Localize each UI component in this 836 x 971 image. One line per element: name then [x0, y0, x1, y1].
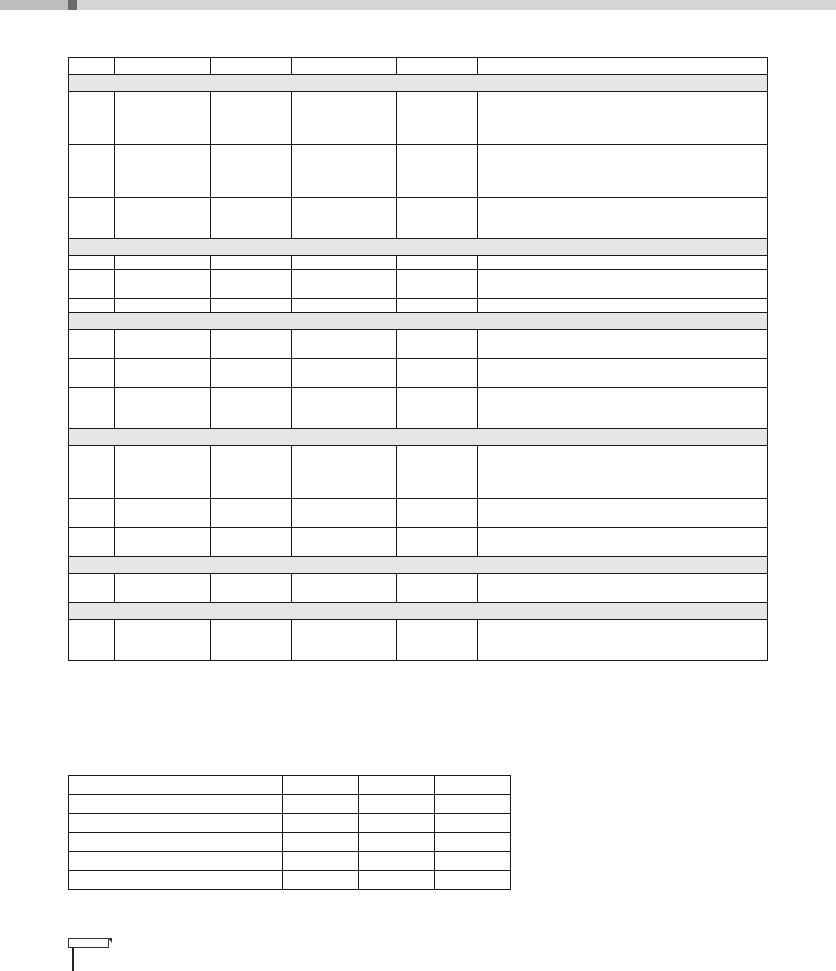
main-table-section-row	[69, 429, 768, 446]
main-table-cell	[211, 299, 292, 313]
summary-table-cell	[69, 871, 283, 890]
summary-table-cell	[283, 852, 359, 871]
main-table-row	[69, 574, 768, 603]
main-table-cell	[292, 528, 397, 557]
main-table-cell	[397, 359, 478, 388]
summary-table-header-row	[69, 776, 511, 795]
main-table-cell	[478, 256, 768, 270]
main-table-row	[69, 359, 768, 388]
main-table-cell	[478, 574, 768, 603]
main-table-section-cell	[69, 313, 768, 330]
main-table-row	[69, 256, 768, 270]
main-table-section-row	[69, 557, 768, 574]
summary-table-cell	[69, 833, 283, 852]
page-header-bar	[0, 0, 836, 10]
main-table-cell	[69, 499, 115, 528]
main-table-cell	[397, 330, 478, 359]
main-table-cell	[292, 299, 397, 313]
main-table-cell	[397, 92, 478, 145]
main-table-cell	[115, 528, 211, 557]
main-table-cell	[397, 499, 478, 528]
main-table-cell	[211, 446, 292, 499]
main-table-cell	[115, 574, 211, 603]
main-table-cell	[115, 330, 211, 359]
main-table-cell	[292, 58, 397, 75]
summary-table-cell	[359, 776, 435, 795]
main-table-row	[69, 198, 768, 239]
main-parameter-table	[68, 57, 768, 661]
summary-table-cell	[359, 814, 435, 833]
main-table-cell	[397, 620, 478, 661]
summary-table-cell	[283, 795, 359, 814]
main-table-cell	[211, 145, 292, 198]
main-table-section-row	[69, 313, 768, 330]
main-table-cell	[69, 388, 115, 429]
main-table-cell	[292, 270, 397, 299]
main-table-cell	[69, 574, 115, 603]
main-table-cell	[211, 499, 292, 528]
main-table-cell	[115, 256, 211, 270]
main-table-row	[69, 145, 768, 198]
main-table-cell	[478, 198, 768, 239]
main-table-cell	[292, 359, 397, 388]
main-table-cell	[397, 270, 478, 299]
main-table-cell	[478, 299, 768, 313]
summary-table-row	[69, 852, 511, 871]
main-table-section-cell	[69, 603, 768, 620]
main-table-cell	[478, 499, 768, 528]
main-table-cell	[211, 620, 292, 661]
main-table-cell	[211, 330, 292, 359]
main-table-cell	[69, 620, 115, 661]
summary-table-cell	[283, 833, 359, 852]
summary-table-cell	[283, 814, 359, 833]
main-table-header-row	[69, 58, 768, 75]
main-table-cell	[211, 270, 292, 299]
summary-table-row	[69, 795, 511, 814]
header-bar-tab	[0, 0, 68, 10]
main-table-cell	[115, 145, 211, 198]
main-table-cell	[115, 620, 211, 661]
main-table-cell	[292, 446, 397, 499]
main-table-row	[69, 446, 768, 499]
main-table-cell	[69, 198, 115, 239]
main-table-cell	[478, 145, 768, 198]
main-table-section-row	[69, 239, 768, 256]
main-table-cell	[211, 388, 292, 429]
main-table-cell	[211, 574, 292, 603]
main-table-cell	[397, 198, 478, 239]
summary-table-cell	[359, 852, 435, 871]
main-table-cell	[115, 299, 211, 313]
main-table-cell	[292, 499, 397, 528]
main-table-cell	[115, 446, 211, 499]
main-table-cell	[292, 330, 397, 359]
main-table-body	[69, 58, 768, 661]
main-table-cell	[397, 299, 478, 313]
main-table-row	[69, 620, 768, 661]
main-table-cell	[292, 92, 397, 145]
main-table-row	[69, 499, 768, 528]
main-table-cell	[69, 145, 115, 198]
main-table-cell	[292, 145, 397, 198]
main-table-section-cell	[69, 75, 768, 92]
main-table-cell	[478, 58, 768, 75]
main-table-cell	[211, 198, 292, 239]
summary-table-cell	[359, 833, 435, 852]
main-table-section-cell	[69, 239, 768, 256]
main-table-cell	[115, 359, 211, 388]
summary-table-cell	[435, 833, 511, 852]
main-table-cell	[478, 446, 768, 499]
main-table-row	[69, 92, 768, 145]
main-table-cell	[397, 145, 478, 198]
main-table-cell	[478, 359, 768, 388]
main-table-cell	[397, 58, 478, 75]
main-table-cell	[478, 92, 768, 145]
main-table-cell	[478, 270, 768, 299]
main-table-row	[69, 299, 768, 313]
main-table-section-row	[69, 75, 768, 92]
summary-table-cell	[283, 776, 359, 795]
main-table-section-row	[69, 603, 768, 620]
main-table-cell	[211, 256, 292, 270]
summary-table-cell	[435, 871, 511, 890]
main-table-cell	[478, 330, 768, 359]
summary-table-cell	[435, 814, 511, 833]
summary-table-row	[69, 833, 511, 852]
main-table-cell	[69, 92, 115, 145]
main-table-cell	[69, 330, 115, 359]
main-table-cell	[115, 499, 211, 528]
summary-table-cell	[69, 776, 283, 795]
main-table-cell	[397, 574, 478, 603]
main-table-row	[69, 528, 768, 557]
main-table-row	[69, 388, 768, 429]
main-table-cell	[69, 528, 115, 557]
main-table-cell	[69, 299, 115, 313]
main-table-cell	[292, 198, 397, 239]
main-table-cell	[115, 270, 211, 299]
main-table-cell	[69, 58, 115, 75]
main-table-cell	[478, 388, 768, 429]
summary-table-cell	[69, 795, 283, 814]
main-table-cell	[478, 620, 768, 661]
summary-table-cell	[435, 776, 511, 795]
main-table-cell	[292, 388, 397, 429]
main-table-cell	[69, 270, 115, 299]
note-margin-line	[72, 947, 74, 971]
note-tab-icon	[68, 938, 109, 948]
main-table-cell	[69, 446, 115, 499]
main-table-cell	[292, 620, 397, 661]
main-table-cell	[69, 256, 115, 270]
main-table-cell	[397, 388, 478, 429]
main-table-cell	[211, 359, 292, 388]
main-table-cell	[115, 388, 211, 429]
summary-table	[68, 775, 511, 890]
main-table-cell	[397, 528, 478, 557]
header-bar-marker	[68, 0, 77, 10]
summary-table-cell	[359, 795, 435, 814]
main-table-cell	[478, 528, 768, 557]
main-table-section-cell	[69, 557, 768, 574]
summary-table-row	[69, 814, 511, 833]
summary-table-cell	[69, 814, 283, 833]
main-table-cell	[397, 446, 478, 499]
summary-table-cell	[283, 871, 359, 890]
main-table-cell	[292, 574, 397, 603]
summary-table-cell	[435, 795, 511, 814]
main-table-section-cell	[69, 429, 768, 446]
summary-table-cell	[359, 871, 435, 890]
summary-table-row	[69, 871, 511, 890]
summary-table-cell	[435, 852, 511, 871]
main-table-cell	[211, 58, 292, 75]
main-table-row	[69, 330, 768, 359]
main-table-cell	[397, 256, 478, 270]
main-table-cell	[115, 58, 211, 75]
main-table-cell	[69, 359, 115, 388]
main-table-cell	[115, 92, 211, 145]
main-table-cell	[211, 528, 292, 557]
main-table-row	[69, 270, 768, 299]
main-table-cell	[115, 198, 211, 239]
main-table-cell	[292, 256, 397, 270]
summary-table-cell	[69, 852, 283, 871]
summary-table-body	[69, 776, 511, 890]
main-table-cell	[211, 92, 292, 145]
